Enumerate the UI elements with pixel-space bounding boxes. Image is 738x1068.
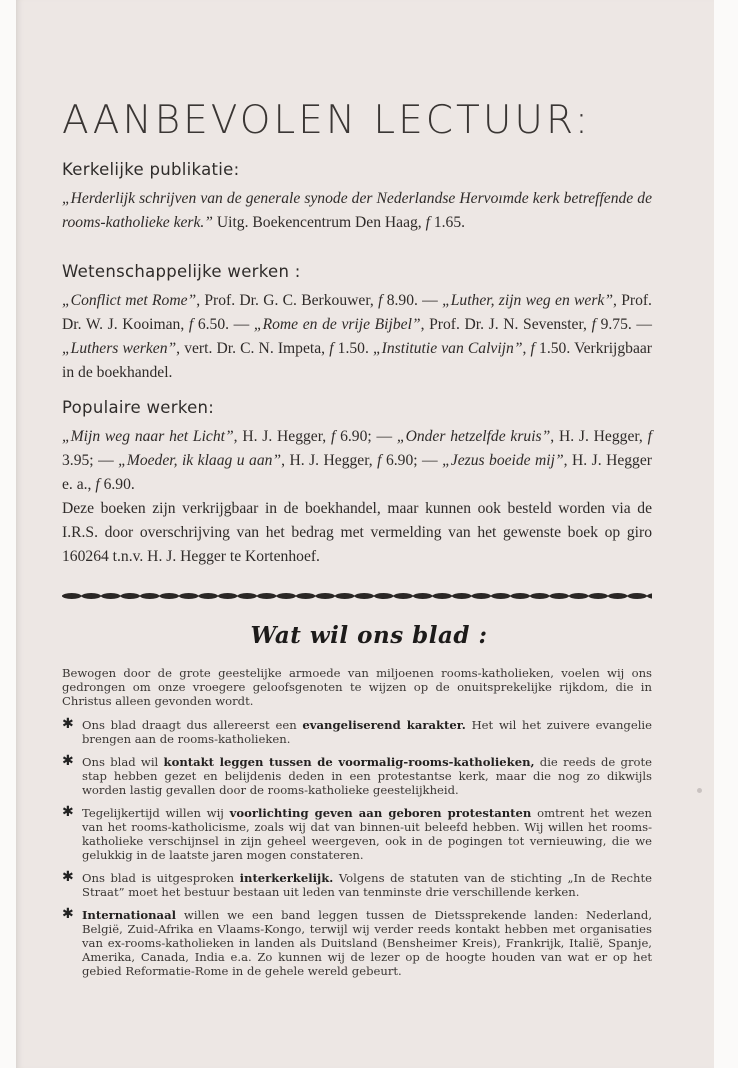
section-text: [62, 187, 652, 235]
bullet-text: [82, 871, 652, 899]
text-run: Tegelijkertijd willen wij: [82, 806, 230, 820]
italic-text: f: [188, 316, 194, 333]
italic-text: „Rome en de vrije Bijbel”: [253, 316, 421, 333]
italic-text: f: [329, 340, 334, 357]
star-icon: ✱: [62, 716, 74, 732]
text-run: 3.95; —: [62, 452, 119, 469]
text-run: Ons blad wil: [82, 755, 164, 769]
paper-speck: [697, 788, 702, 793]
italic-text: „Luther, zijn weg en werk”: [442, 292, 614, 309]
bullet-item: [62, 718, 652, 746]
bullet-text: [82, 908, 652, 978]
italic-text: „Conflict met Rome”: [62, 292, 197, 309]
bullet-item: [62, 806, 652, 862]
italic-text: „Jezus boeide mij”: [442, 452, 564, 469]
wat-wil-ons-blad-heading: Wat wil ons blad :: [250, 622, 488, 649]
italic-text: f: [591, 316, 596, 333]
text-run: 8.90. —: [382, 292, 443, 309]
section-heading: Populaire werken:: [62, 398, 215, 417]
text-run: 1.50.: [333, 340, 373, 357]
italic-text: f: [95, 476, 100, 493]
bullet-text: [82, 806, 652, 862]
bold-text: Internationaal: [82, 908, 176, 922]
italic-text: „Institutie van Calvijn”: [373, 340, 523, 357]
star-icon: ✱: [62, 906, 74, 922]
italic-text: f: [377, 452, 382, 469]
divider-line: [62, 595, 652, 596]
text-run: , H. J. Hegger,: [281, 452, 378, 469]
bullet-item: [62, 908, 652, 978]
italic-text: f: [647, 428, 652, 445]
section-wetenschappelijke-werken: [62, 262, 652, 385]
bullet-item: [62, 755, 652, 797]
italic-text: f: [330, 428, 336, 445]
bullet-list: [62, 718, 652, 978]
italic-text: f: [378, 292, 383, 309]
section-heading: Kerkelijke publikatie:: [62, 160, 240, 179]
text-run: willen we een band leggen tussen de Dietssprekende landen: Nederland, België, Zuid-Afrika en Vlaams-Kongo, terwijl wij verder reeds kontakt hebben met organisaties van ex-rooms-katholieken in landen als Duitsland (Bensheimer Kreis), Frankrijk, Italië, Spanje, Amerika, Canada, India e.a. Zo kunnen wij de lezer op de hoogte houden van wat er op het gebied Reformatie-Rome in de gehele wereld gebeurt.: [82, 908, 652, 978]
star-icon: ✱: [62, 869, 74, 885]
text-run: Ons blad draagt dus allereerst een: [82, 718, 303, 732]
text-run: ,: [522, 340, 531, 357]
text-run: , Prof. Dr. W. J. Kooiman,: [62, 292, 652, 333]
section-populaire-werken: [62, 398, 652, 569]
text-run: 1.50. Verkrijgbaar in de boekhandel.: [62, 340, 653, 381]
mission-statement: [62, 666, 652, 987]
text-run: omtrent het wezen van het rooms-katholicisme, zoals wij dat van binnen-uit beleefd hebben. Wij willen het rooms-katholieke verschijnsel in zijn geheel weergeven, ook in de pogingen tot vernieuwing, die we gelukkig in de laatste jaren mogen constateren.: [82, 806, 652, 862]
ornamental-divider: [62, 590, 652, 602]
page-title: AANBEVOLEN LECTUUR:: [62, 98, 591, 143]
text-run: 1.65.: [429, 214, 466, 231]
italic-text: „Onder hetzelfde kruis”: [396, 428, 551, 445]
section-text: [62, 289, 652, 385]
star-icon: ✱: [62, 804, 74, 820]
text-run: , H. J. Hegger,: [550, 428, 648, 445]
text-run: Uitg. Boekencentrum Den Haag,: [212, 214, 426, 231]
ordering-note: Deze boeken zijn verkrijgbaar in de boekhandel, maar kunnen ook besteld worden via de I.R.S. door overschrijving van het bedrag met vermelding van het gewenste boek op giro 160264 t.n.v. H. J. Hegger te Kortenhoef.: [62, 500, 652, 565]
bullet-item: [62, 871, 652, 899]
intro-paragraph: Bewogen door de grote geestelijke armoede van miljoenen rooms-katholieken, voelen wij ons gedrongen om onze vroegere geloofsgenoten te wijzen op de onuitsprekelijke rijkdom, die in Christus alleen gevonden wordt.: [62, 666, 652, 708]
bullet-text: [82, 718, 652, 746]
star-icon: ✱: [62, 753, 74, 769]
italic-text: „Luthers werken”: [62, 340, 177, 357]
text-run: Ons blad is uitgesproken: [82, 871, 240, 885]
section-text: [62, 425, 652, 497]
text-run: 9.75. —: [595, 316, 652, 333]
italic-text: „Moeder, ik klaag u aan”: [118, 452, 282, 469]
italic-text: f: [530, 340, 535, 357]
text-run: , Prof. Dr. J. N. Sevenster,: [420, 316, 592, 333]
text-run: die reeds de grote stap hebben gezet en belijdenis deden in een protestantse kerk, maar die nog zo dikwijls worden lastig gevallen door de rooms-katholieke geestelijkheid.: [82, 755, 652, 797]
text-run: , vert. Dr. C. N. Impeta,: [176, 340, 330, 357]
bold-text: kontakt leggen tussen de voormalig-rooms-katholieken,: [163, 755, 535, 769]
bullet-text: [82, 755, 652, 797]
bold-text: interkerkelijk.: [239, 871, 334, 885]
text-run: , Prof. Dr. G. C. Berkouwer,: [196, 292, 379, 309]
text-run: 6.90.: [99, 476, 135, 493]
bold-text: evangeliserend karakter.: [302, 718, 466, 732]
text-run: Volgens de statuten van de stichting „In de Rechte Straat” moet het bestuur bestaan uit leden van tenminste drie verschillende kerken.: [82, 871, 652, 899]
text-run: , H. J. Hegger,: [233, 428, 331, 445]
italic-text: f: [425, 214, 430, 231]
italic-text: „Herderlijk schrijven van de generale synode der Nederlandse Hervoımde kerk betreffende de rooms-katholieke kerk.”: [62, 190, 652, 231]
section-heading: Wetenschappelijke werken :: [62, 262, 301, 281]
text-run: 6.50. —: [193, 316, 254, 333]
text-run: , H. J. Hegger e. a.,: [62, 452, 652, 493]
italic-text: „Mijn weg naar het Licht”: [62, 428, 234, 445]
text-run: 6.90; —: [381, 452, 443, 469]
text-run: Het wil het zuivere evangelie brengen aan de rooms-katholieken.: [82, 718, 652, 746]
section-kerkelijke-publikatie: [62, 160, 652, 235]
bold-text: voorlichting geven aan geboren protestanten: [229, 806, 532, 820]
text-run: 6.90; —: [335, 428, 397, 445]
